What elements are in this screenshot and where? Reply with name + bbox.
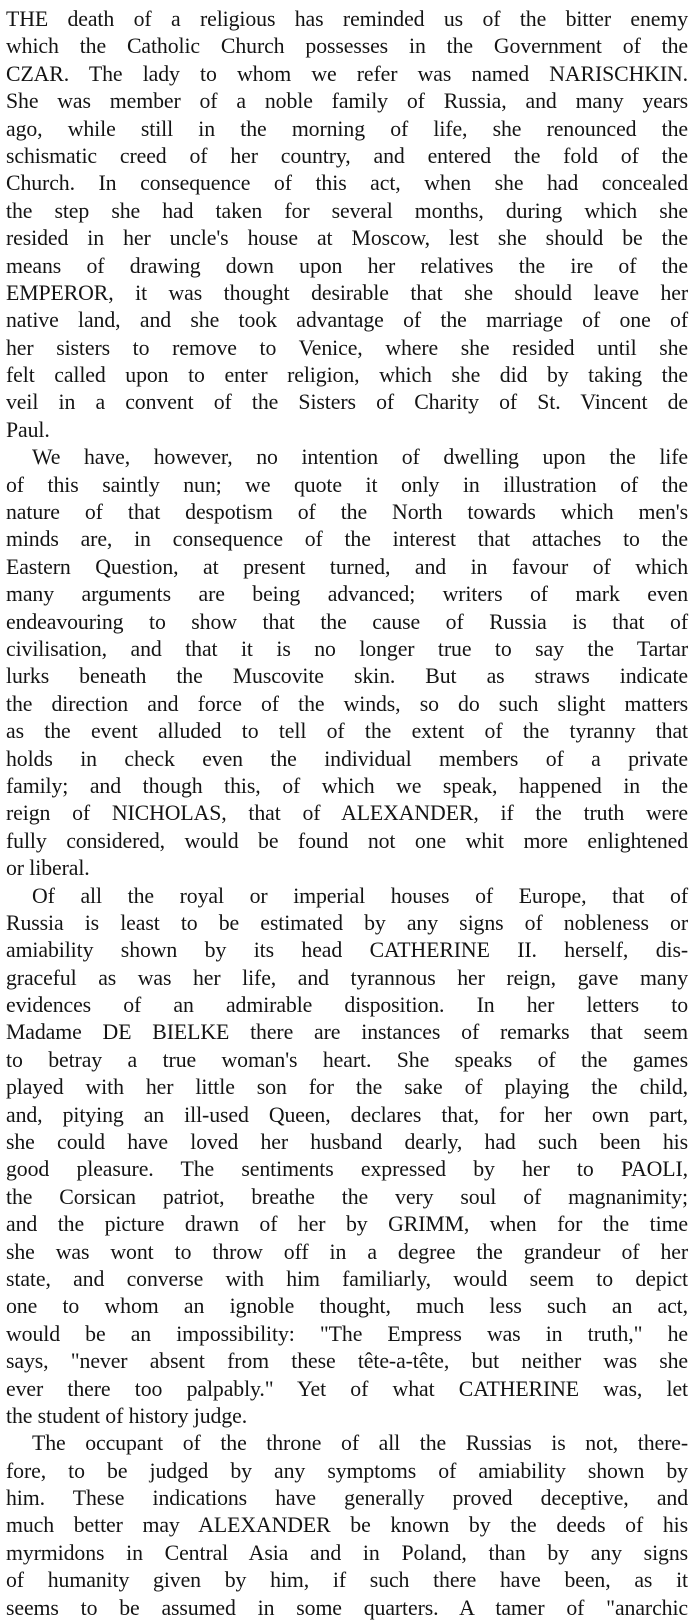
text-line: one to whom an ignoble thought, much less such an act,: [6, 1294, 688, 1319]
text-line: EMPEROR, it was thought desirable that she should leave her: [6, 280, 688, 305]
text-line: amiability shown by its head CATHERINE II. herself, dis-: [6, 938, 688, 963]
text-line: veil in a convent of the Sisters of Charity of St. Vincent de: [6, 390, 688, 415]
paragraph-4: [6, 1430, 688, 1622]
text-line: felt called upon to enter religion, which she did by taking the: [6, 363, 688, 388]
text-line: nature of that despotism of the North towards which men's: [6, 500, 688, 525]
text-line: the step she had taken for several months, during which she: [6, 198, 688, 223]
text-line: fully considered, would be found not one whit more enlightened: [6, 828, 688, 853]
text-line: she could have loved her husband dearly, had such been his: [6, 1130, 688, 1155]
text-line: she was wont to throw off in a degree the grandeur of her: [6, 1239, 688, 1264]
text-line: which the Catholic Church possesses in the Government of the: [6, 34, 688, 59]
text-line: played with her little son for the sake of playing the child,: [6, 1075, 688, 1100]
text-line: reign of NICHOLAS, that of ALEXANDER, if the truth were: [6, 801, 688, 826]
text-line: Madame DE BIELKE there are instances of remarks that seem: [6, 1020, 688, 1045]
text-line: endeavouring to show that the cause of Russia is that of: [6, 609, 688, 634]
paragraph-1: [6, 6, 688, 444]
text-line: She was member of a noble family of Russia, and many years: [6, 89, 688, 114]
text-line: or liberal.: [6, 856, 90, 881]
text-line: ever there too palpably." Yet of what CATHERINE was, let: [6, 1376, 688, 1401]
text-line: much better may ALEXANDER be known by the deeds of his: [6, 1513, 688, 1538]
text-line: Eastern Question, at present turned, and in favour of which: [6, 554, 688, 579]
article-column: [6, 6, 688, 1622]
text-line: of this saintly nun; we quote it only in illustration of the: [6, 472, 688, 497]
text-line: THE death of a religious has reminded us of the bitter enemy: [6, 7, 688, 31]
text-line: evidences of an admirable disposition. In her letters to: [6, 993, 688, 1018]
text-line: the Corsican patriot, breathe the very soul of magnanimity;: [6, 1184, 688, 1209]
text-line: good pleasure. The sentiments expressed by her to PAOLI,: [6, 1157, 688, 1182]
text-line: holds in check even the individual members of a private: [6, 746, 688, 771]
text-line: CZAR. The lady to whom we refer was named NARISCHKIN.: [6, 61, 688, 86]
text-line: resided in her uncle's house at Moscow, lest she should be the: [6, 226, 688, 251]
text-line: means of drawing down upon her relatives the ire of the: [6, 253, 688, 278]
text-line: the direction and force of the winds, so do such slight matters: [6, 691, 688, 716]
text-line: myrmidons in Central Asia and in Poland, than by any signs: [6, 1540, 688, 1565]
text-line: minds are, in consequence of the interest that attaches to the: [6, 527, 688, 552]
text-line: her sisters to remove to Venice, where she resided until she: [6, 335, 688, 360]
text-line: civilisation, and that it is no longer true to say the Tartar: [6, 636, 688, 661]
text-line: schismatic creed of her country, and entered the fold of the: [6, 143, 688, 168]
text-line: Paul.: [6, 417, 50, 442]
text-line: of humanity given by him, if such there have been, as it: [6, 1568, 688, 1593]
text-line: lurks beneath the Muscovite skin. But as straws indicate: [6, 664, 688, 689]
text-line: fore, to be judged by any symptoms of amiability shown by: [6, 1458, 688, 1483]
text-line: seems to be assumed in some quarters. A tamer of "anarchic: [6, 1595, 688, 1620]
text-line: him. These indications have generally proved deceptive, and: [6, 1486, 688, 1511]
text-line: graceful as was her life, and tyrannous her reign, gave many: [6, 965, 688, 990]
text-line: many arguments are being advanced; writers of mark even: [6, 582, 688, 607]
text-line: Russia is least to be estimated by any signs of nobleness or: [6, 910, 688, 935]
text-line: Of all the royal or imperial houses of Europe, that of: [32, 883, 688, 908]
text-line: and the picture drawn of her by GRIMM, when for the time: [6, 1212, 688, 1237]
text-line: We have, however, no intention of dwelling upon the life: [32, 445, 688, 470]
text-line: the student of history judge.: [6, 1403, 248, 1428]
text-line: Church. In consequence of this act, when she had concealed: [6, 171, 688, 196]
text-line: The occupant of the throne of all the Russias is not, there-: [32, 1431, 688, 1456]
text-line: would be an impossibility: "The Empress was in truth," he: [6, 1321, 688, 1346]
text-line: native land, and she took advantage of the marriage of one of: [6, 308, 688, 333]
text-line: family; and though this, of which we speak, happened in the: [6, 773, 688, 798]
text-line: as the event alluded to tell of the extent of the tyranny that: [6, 719, 688, 744]
paragraph-2: [6, 444, 688, 882]
text-line: state, and converse with him familiarly, would seem to depict: [6, 1266, 688, 1291]
paragraph-3: [6, 883, 688, 1431]
text-line: says, "never absent from these tête-a-tête, but neither was she: [6, 1349, 688, 1374]
text-line: ago, while still in the morning of life, she renounced the: [6, 116, 688, 141]
text-line: to betray a true woman's heart. She speaks of the games: [6, 1047, 688, 1072]
text-line: and, pitying an ill-used Queen, declares that, for her own part,: [6, 1102, 688, 1127]
